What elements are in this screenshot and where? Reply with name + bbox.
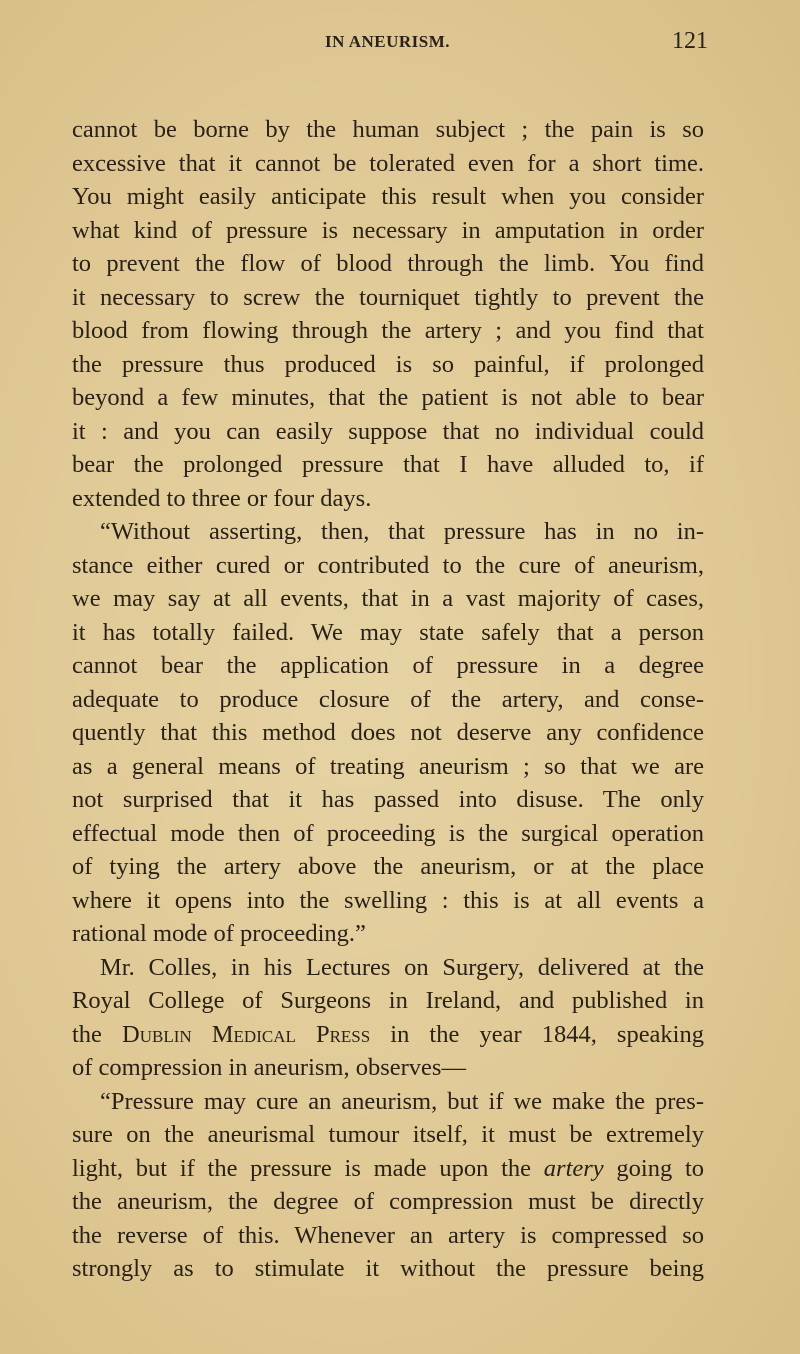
text-line: effectual mode then of proceeding is the surgical operation [72,819,704,847]
text-line: of tying the artery above the aneurism, or at the place [72,853,704,880]
journal-title: Dublin Medical Press [122,1020,371,1048]
text-segment: the [72,1020,123,1048]
text-line: the aneurism, the degree of compression must be directly [72,1188,704,1215]
running-head [0,28,800,62]
text-line: cannot be borne by the human subject ; the pain is so [72,116,704,143]
page-number: 121 [672,28,708,54]
text-segment: in the year 1844, speaking [370,1020,704,1048]
text-line: it necessary to screw the tourniquet tightly to prevent the [72,283,704,311]
text-line: quently that this method does not deserve any confidence [72,719,704,746]
text-line: cannot bear the application of pressure in a degree [72,652,704,679]
text-line: where it opens into the swelling : this is at all events a [72,886,704,914]
text-line: “Without asserting, then, that pressure has in no in- [100,518,704,545]
body-text [72,113,704,1286]
text-line: we may say at all events, that in a vast majority of cases, [72,585,704,612]
text-line: Royal College of Surgeons in Ireland, and published in [72,987,704,1014]
text-line: of compression in aneurism, observes— [72,1054,466,1081]
emphasized-word: artery [543,1154,604,1182]
text-segment: going to [603,1154,704,1182]
text-line: it has totally failed. We may state safely that a person [72,618,704,646]
running-head-title: IN ANEURISM. [325,32,451,51]
text-line: what kind of pressure is necessary in amputation in order [72,216,704,244]
text-line: blood from flowing through the artery ; and you find that [72,317,704,344]
text-line: excessive that it cannot be tolerated even for a short time. [72,149,704,177]
text-line: the reverse of this. Whenever an artery is compressed so [72,1221,704,1249]
text-line: not surprised that it has passed into disuse. The only [72,786,704,813]
text-line: to prevent the flow of blood through the limb. You find [72,250,704,277]
text-line [72,1152,704,1186]
text-line: as a general means of treating aneurism ; so that we are [72,752,704,780]
text-line: sure on the aneurismal tumour itself, it must be extremely [72,1121,704,1148]
text-line: extended to three or four days. [72,484,372,512]
text-line: the pressure thus produced is so painful, if prolonged [72,350,704,378]
text-line: beyond a few minutes, that the patient is not able to bear [72,384,704,411]
text-line: it : and you can easily suppose that no individual could [72,417,704,445]
text-line: rational mode of proceeding.” [72,920,366,947]
text-line: bear the prolonged pressure that I have alluded to, if [72,451,704,478]
text-line: You might easily anticipate this result when you consider [72,183,704,210]
text-line: adequate to produce closure of the artery, and conse- [72,685,704,713]
text-line [72,1018,704,1052]
text-line: Mr. Colles, in his Lectures on Surgery, delivered at the [100,953,704,981]
text-line: “Pressure may cure an aneurism, but if we make the pres- [100,1087,704,1115]
text-line: stance either cured or contributed to the cure of aneurism, [72,551,704,579]
text-segment: light, but if the pressure is made upon the [72,1154,544,1182]
text-line: strongly as to stimulate it without the pressure being [72,1255,704,1282]
